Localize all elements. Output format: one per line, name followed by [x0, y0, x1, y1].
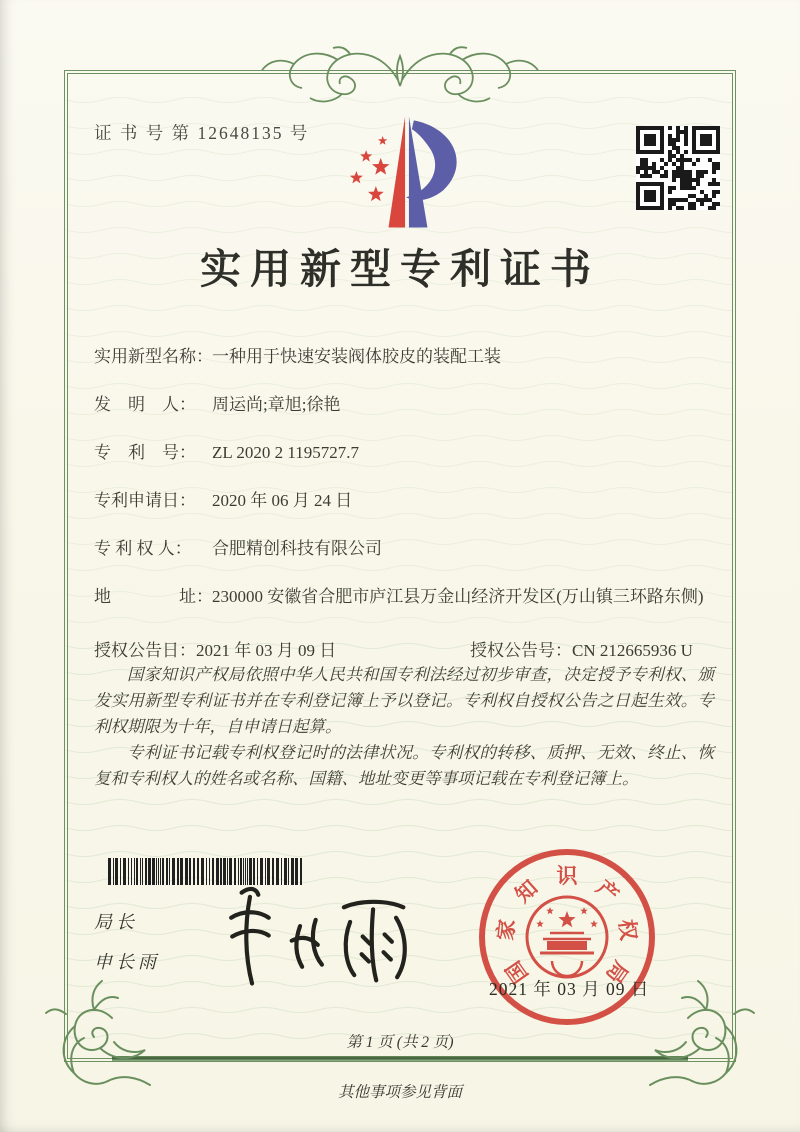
- seal-date: 2021 年 03 月 09 日: [489, 979, 650, 999]
- field-label: 发 明 人：: [94, 395, 196, 414]
- field-row-0: [94, 344, 712, 370]
- legal-paragraph-1: 专利证书记载专利权登记时的法律状况。专利权的转移、质押、无效、终止、恢复和专利权人的姓名或名称、国籍、地址变更等事项记载在专利登记簿上。: [94, 743, 714, 788]
- legal-paragraph-0: 国家知识产权局依照中华人民共和国专利法经过初步审查，决定授予专利权、颁发实用新型专利证书并在专利登记簿上予以登记。专利权自授权公告之日起生效。专利权期限为十年，自申请日起算。: [94, 665, 714, 736]
- grant-date-label: 授权公告日：: [94, 641, 196, 660]
- grant-no-value: CN 212665936 U: [572, 641, 693, 660]
- field-label: 专 利 权 人：: [94, 539, 192, 558]
- seal-char: 权: [614, 918, 641, 942]
- field-value: 2020 年 06 月 24 日: [212, 491, 353, 510]
- certificate-number: 证 书 号 第 12648135 号: [94, 123, 310, 143]
- signer-title: 局长: [94, 912, 138, 932]
- qr-code-icon: [636, 126, 720, 210]
- cnipa-logo-icon: [334, 108, 480, 236]
- field-row-4: [94, 536, 712, 562]
- grant-date-value: 2021 年 03 月 09 日: [196, 641, 337, 660]
- certificate-title: 实用新型专利证书: [200, 246, 600, 292]
- field-label: 实用新型名称：: [94, 347, 213, 366]
- field-list: [94, 344, 712, 618]
- grant-no-label: 授权公告号：: [470, 641, 572, 660]
- field-row-2: [94, 440, 712, 466]
- seal-char: 国: [501, 956, 533, 988]
- page-number: 第 1 页 (共 2 页): [346, 1034, 454, 1051]
- signer-block: [94, 908, 160, 988]
- signer-name: 申长雨: [94, 952, 160, 972]
- seal-char: 知: [510, 875, 543, 908]
- seal-char: 识: [556, 864, 578, 888]
- seal-char: 产: [591, 875, 624, 908]
- field-value: ZL 2020 2 1195727.7: [212, 443, 360, 462]
- field-row-5: [94, 584, 712, 610]
- field-row-3: [94, 488, 712, 514]
- seal-char: 家: [493, 918, 520, 942]
- top-flourish-ornament-icon: [250, 40, 550, 110]
- field-label: 地 址：: [94, 587, 213, 606]
- national-emblem-icon: [521, 889, 613, 985]
- footer-rule: [112, 1056, 688, 1061]
- field-label: 专利申请日：: [94, 491, 196, 510]
- field-value: 周运尚;章旭;徐艳: [212, 395, 341, 414]
- bottom-left-ornament-icon: [44, 980, 156, 1098]
- back-side-note: 其他事项参见背面: [337, 1084, 462, 1101]
- field-value: 一种用于快速安装阀体胶皮的装配工装: [212, 347, 501, 366]
- grant-row: [94, 638, 712, 664]
- field-row-1: [94, 392, 712, 418]
- bottom-right-ornament-icon: [644, 980, 756, 1098]
- handwritten-signature-icon: [218, 876, 428, 996]
- legal-paragraphs: [94, 662, 714, 792]
- field-label: 专 利 号：: [94, 443, 196, 462]
- field-value: 合肥精创科技有限公司: [212, 539, 382, 558]
- seal-char: 局: [601, 956, 633, 988]
- field-value: 230000 安徽省合肥市庐江县万金山经济开发区(万山镇三环路东侧): [212, 587, 704, 606]
